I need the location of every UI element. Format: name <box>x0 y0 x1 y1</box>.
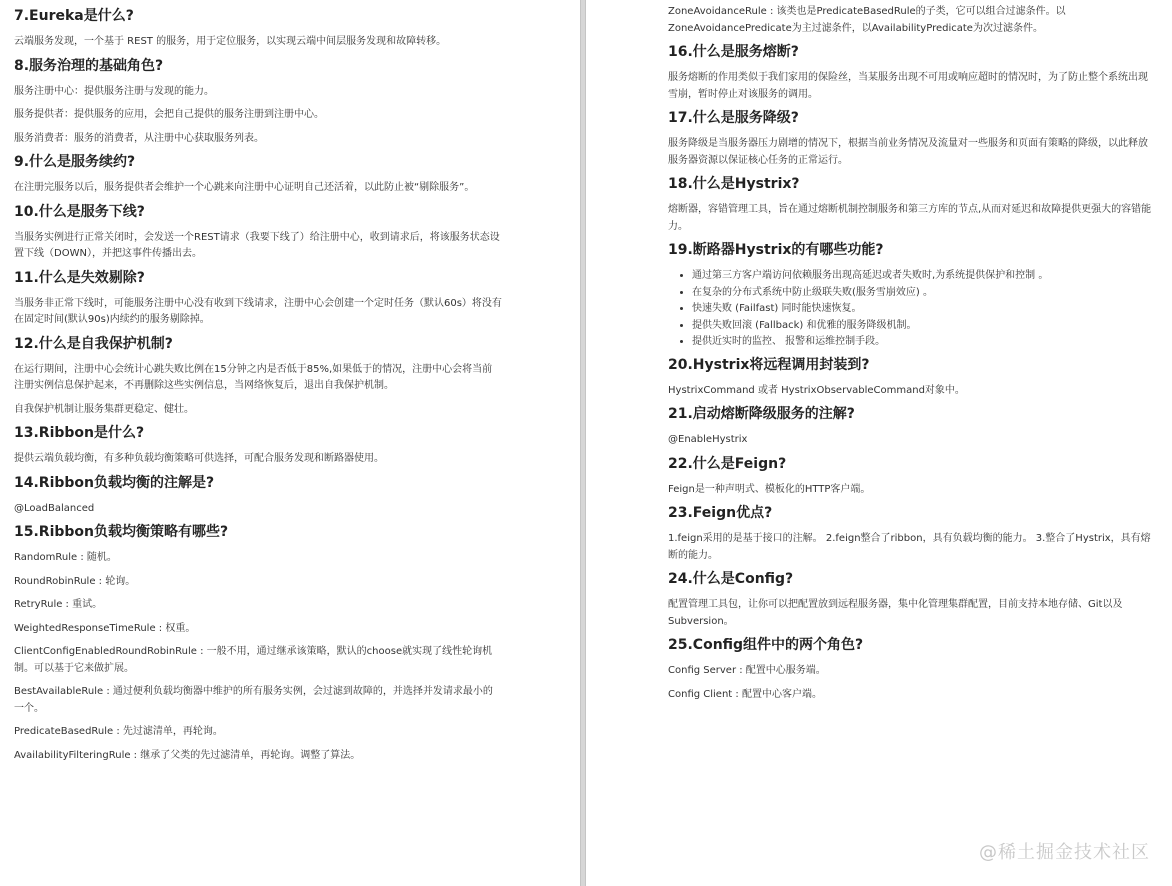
section-heading: 15.Ribbon负载均衡策略有哪些? <box>14 524 229 540</box>
paragraph: 服务注册中心：提供服务注册与发现的能力。 <box>14 85 214 97</box>
paragraph: 服务提供者：提供服务的应用，会把自己提供的服务注册到注册中心。 <box>14 109 324 120</box>
section-heading: 7.Eureka是什么? <box>14 8 134 24</box>
section-heading: 11.什么是失效剔除? <box>14 269 145 286</box>
section-heading: 24.什么是Config? <box>668 571 794 587</box>
paragraph: WeightedResponseTimeRule : 权重。 <box>14 622 196 634</box>
right-page <box>586 0 1172 886</box>
paragraph: ZoneAvoidanceRule : 该类也是PredicateBasedRule的子类，它可以组合过滤条件。以ZoneAvoidancePredicate为主过滤条件，以AvailabilityPredicate为次过滤条件。 <box>668 6 1066 34</box>
paragraph: 在注册完服务以后，服务提供者会维护一个心跳来向注册中心证明自己还活着，以此防止被“剔除服务”。 <box>14 182 475 193</box>
paragraph: BestAvailableRule : 通过便利负载均衡器中维护的所有服务实例，会过滤到故障的，并选择并发请求最小的一个。 <box>14 686 493 714</box>
paragraph: 当服务实例进行正常关闭时，会发送一个REST请求（我要下线了）给注册中心，收到请求后，将该服务状态设置下线（DOWN），并把这事件传播出去。 <box>14 231 500 259</box>
paragraph: ClientConfigEnabledRoundRobinRule : 一般不用，通过继承该策略，默认的choose就实现了线性轮询机制。可以基于它来做扩展。 <box>14 646 493 674</box>
paragraph: 1.feign采用的是基于接口的注解。 2.feign整合了ribbon，具有负载均衡的能力。 3.整合了Hystrix，具有熔断的能力。 <box>668 533 1151 561</box>
left-page <box>0 0 580 886</box>
paragraph: AvailabilityFilteringRule : 继承了父类的先过滤清单，再轮询。调整了算法。 <box>14 749 361 761</box>
section-heading: 22.什么是Feign? <box>668 455 787 472</box>
paragraph: 云端服务发现，一个基于 REST 的服务，用于定位服务，以实现云端中间层服务发现和故障转移。 <box>14 36 447 47</box>
paragraph: Config Server : 配置中心服务端。 <box>668 665 826 676</box>
bullet-item: • 提供近实时的监控、 报警和运维控制手段。 <box>692 334 1154 351</box>
left-column <box>14 4 502 771</box>
paragraph: Feign是一种声明式、模板化的HTTP客户端。 <box>668 483 871 495</box>
paragraph: 服务消费者：服务的消费者，从注册中心获取服务列表。 <box>14 132 264 144</box>
paragraph: RetryRule : 重试。 <box>14 599 103 610</box>
paragraph: @LoadBalanced <box>14 502 95 514</box>
paragraph: 自我保护机制让服务集群更稳定、健壮。 <box>14 403 194 415</box>
watermark: @稀土掘金技术社区 <box>979 842 1150 863</box>
section-heading: 19.断路器Hystrix的有哪些功能? <box>668 242 884 258</box>
section-heading: 12.什么是自我保护机制? <box>14 335 173 352</box>
section-heading: 13.Ribbon是什么? <box>14 425 145 441</box>
paragraph: RoundRobinRule : 轮询。 <box>14 575 136 587</box>
section-heading: 17.什么是服务降级? <box>668 110 799 126</box>
paragraph: HystrixCommand 或者 HystrixObservableCommand对象中。 <box>668 384 965 396</box>
section-heading: 9.什么是服务续约? <box>14 154 136 170</box>
section-heading: 21.启动熔断降级服务的注解? <box>668 406 855 422</box>
paragraph: 服务熔断的作用类似于我们家用的保险丝，当某服务出现不可用或响应超时的情况时，为了防止整个系统出现雪崩，暂时停止对该服务的调用。 <box>668 72 1148 100</box>
right-column <box>668 4 1154 710</box>
paragraph: 配置管理工具包，让你可以把配置放到远程服务器，集中化管理集群配置，目前支持本地存储、Git以及Subversion。 <box>668 599 1123 627</box>
section-heading: 14.Ribbon负载均衡的注解是? <box>14 474 215 491</box>
paragraph: 熔断器，容错管理工具，旨在通过熔断机制控制服务和第三方库的节点,从而对延迟和故障提供更强大的容错能力。 <box>668 204 1152 232</box>
section-heading: 18.什么是Hystrix? <box>668 176 800 192</box>
paragraph: 服务降级是当服务器压力剧增的情况下，根据当前业务情况及流量对一些服务和页面有策略的降级，以此释放服务器资源以保证核心任务的正常运行。 <box>668 138 1148 166</box>
paragraph: PredicateBasedRule : 先过滤清单，再轮询。 <box>14 726 223 737</box>
bullet-item: • 通过第三方客户端访问依赖服务出现高延迟或者失败时,为系统提供保护和控制 。 <box>692 268 1154 285</box>
bullet-item: • 在复杂的分布式系统中防止级联失败(服务雪崩效应) 。 <box>692 285 1154 302</box>
section-heading: 23.Feign优点? <box>668 505 773 521</box>
section-heading: 10.什么是服务下线? <box>14 203 145 220</box>
paragraph: RandomRule : 随机。 <box>14 552 117 563</box>
section-heading: 16.什么是服务熔断? <box>668 44 799 60</box>
paragraph: 在运行期间，注册中心会统计心跳失败比例在15分钟之内是否低于85%,如果低于的情况，注册中心会将当前注册实例信息保护起来，不再删除这些实例信息，当网络恢复后，退出自我保护机制。 <box>14 363 493 391</box>
section-heading: 25.Config组件中的两个角色? <box>668 637 864 653</box>
bullet-list <box>668 268 1154 351</box>
section-heading: 8.服务治理的基础角色? <box>14 57 164 74</box>
section-heading: 20.Hystrix将远程调用封装到? <box>668 356 870 373</box>
paragraph: @EnableHystrix <box>668 434 748 445</box>
paragraph: Config Client : 配置中心客户端。 <box>668 688 822 700</box>
bullet-item: • 提供失败回滚 (Fallback) 和优雅的服务降级机制。 <box>692 318 1154 335</box>
paragraph: 当服务非正常下线时，可能服务注册中心没有收到下线请求，注册中心会创建一个定时任务（默认60s）将没有在固定时间(默认90s)内续约的服务剔除掉。 <box>14 297 502 325</box>
bullet-item: • 快速失败 (Failfast) 同时能快速恢复。 <box>692 301 1154 318</box>
paragraph: 提供云端负载均衡，有多种负载均衡策略可供选择，可配合服务发现和断路器使用。 <box>14 453 384 464</box>
